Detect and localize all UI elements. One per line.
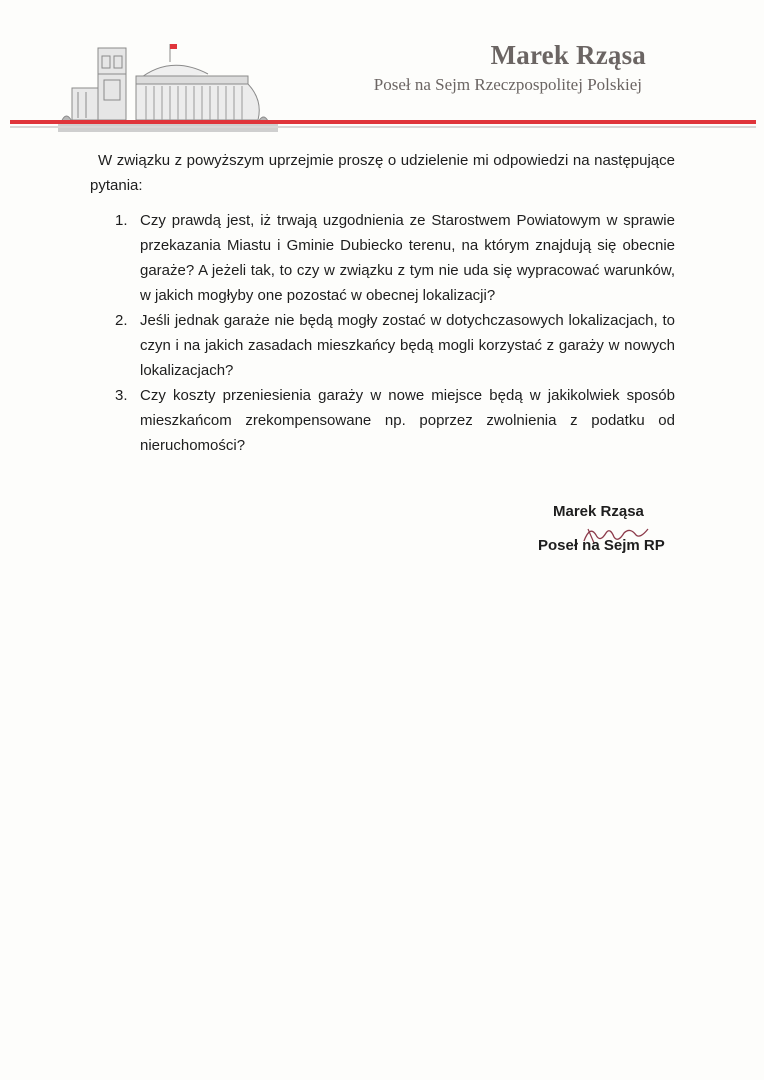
question-number: 2. bbox=[115, 312, 128, 329]
letterhead bbox=[0, 0, 764, 135]
list-item bbox=[90, 383, 675, 458]
letterhead-red-band bbox=[10, 120, 756, 124]
signature-title: Poseł na Sejm RP bbox=[538, 537, 665, 554]
list-item bbox=[90, 308, 675, 383]
letterhead-grey-band bbox=[10, 126, 756, 128]
author-name: Marek Rząsa bbox=[490, 40, 646, 70]
sejm-building-icon bbox=[58, 40, 278, 132]
question-text: Czy koszty przeniesienia garaży w nowe miejsce będą w jakikolwiek sposób mieszkańcom zrekompensowane np. poprzez zwolnienia z podatku od nieruchomości? bbox=[140, 387, 675, 454]
question-text: Czy prawdą jest, iż trwają uzgodnienia ze Starostwem Powiatowym w sprawie przekazania Miastu i Gminie Dubiecko terenu, na którym znajdują się obecnie garaże? A jeżeli tak, to czy w związku z tym nie uda się wypracować warunków, w jakich mogłyby one pozostać w obecnej lokalizacji? bbox=[140, 212, 675, 304]
question-number: 1. bbox=[115, 212, 128, 229]
intro-text: W związku z powyższym uprzejmie proszę o udzielenie mi odpowiedzi na następujące pytania: bbox=[90, 152, 675, 194]
question-number: 3. bbox=[115, 387, 128, 404]
signature-name: Marek Rząsa bbox=[553, 503, 644, 520]
question-text: Jeśli jednak garaże nie będą mogły zostać w dotychczasowych lokalizacjach, to czyn i na jakich zasadach mieszkańcy będą mogli korzystać z garaży w nowych lokalizacjach? bbox=[140, 312, 675, 379]
author-title: Poseł na Sejm Rzeczpospolitej Polskiej bbox=[373, 75, 642, 94]
question-list bbox=[90, 208, 675, 458]
letter-body bbox=[90, 148, 675, 458]
intro-paragraph bbox=[90, 148, 675, 198]
list-item bbox=[90, 208, 675, 308]
